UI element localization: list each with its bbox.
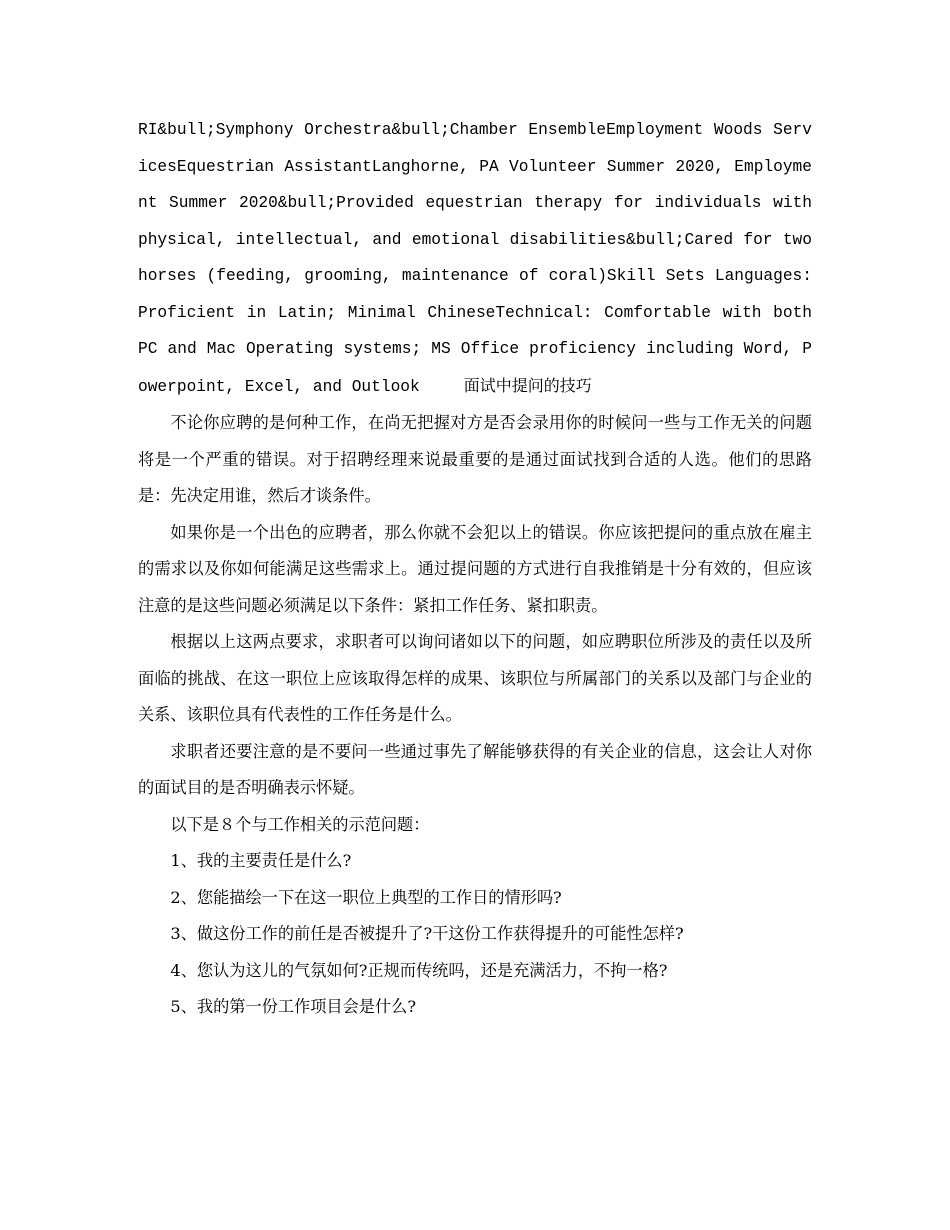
paragraph-2: 如果你是一个出色的应聘者，那么你就不会犯以上的错误。你应该把提问的重点放在雇主的需求以及你如何能满足这些需求上。通过提问题的方式进行自我推销是十分有效的，但应该注意的是这些问题必须满足以下条件：紧扣工作任务、紧扣职责。: [138, 522, 812, 615]
list-item: 2、您能描绘一下在这一职位上典型的工作日的情形吗?: [170, 887, 562, 907]
document-page: [138, 112, 812, 1026]
paragraph-4: 求职者还要注意的是不要问一些通过事先了解能够获得的有关企业的信息，这会让人对你的面试目的是否明确表示怀疑。: [138, 741, 812, 797]
resume-text-block: [138, 112, 812, 405]
list-item: 3、做这份工作的前任是否被提升了?干这份工作获得提升的可能性怎样?: [170, 924, 684, 943]
paragraph-1: 不论你应聘的是何种工作，在尚无把握对方是否会录用你的时候问一些与工作无关的问题将是一个严重的错误。对于招聘经理来说最重要的是通过面试找到合适的人选。他们的思路是：先决定用谁，然后才谈条件。: [138, 413, 812, 505]
list-intro: 以下是８个与工作相关的示范问题：: [170, 814, 430, 834]
paragraph-3: 根据以上这两点要求，求职者可以询问诸如以下的问题，如应聘职位所涉及的责任以及所面临的挑战、在这一职位上应该取得怎样的成果、该职位与所属部门的关系以及部门与企业的关系、该职位具有代表性的工作任务是什么。: [138, 632, 812, 724]
section-title: 面试中提问的技巧: [463, 375, 592, 395]
resume-tail-text: RI&bull;Symphony Orchestra&bull;Chamber EnsembleEmployment Woods ServicesEquestrian AssistantLanghorne, PA Volunteer Summer 2020, Employment Summer 2020&bull;Provided equestrian therapy for individuals with physical, intellectual, and emotional disabilities&bull;Cared for two horses (feeding, grooming, maintenance of coral)Skill Sets Languages:Proficient in Latin; Minimal ChineseTechnical: Comfortable with both PC and Mac Operating systems; MS Office proficiency including Word, Powerpoint, Excel, and Outlook: [138, 121, 812, 396]
list-item: 4、您认为这儿的气氛如何?正规而传统吗，还是充满活力，不拘一格?: [170, 960, 668, 980]
list-item: 1、我的主要责任是什么?: [170, 851, 352, 870]
list-item: 5、我的第一份工作项目会是什么?: [170, 997, 416, 1016]
